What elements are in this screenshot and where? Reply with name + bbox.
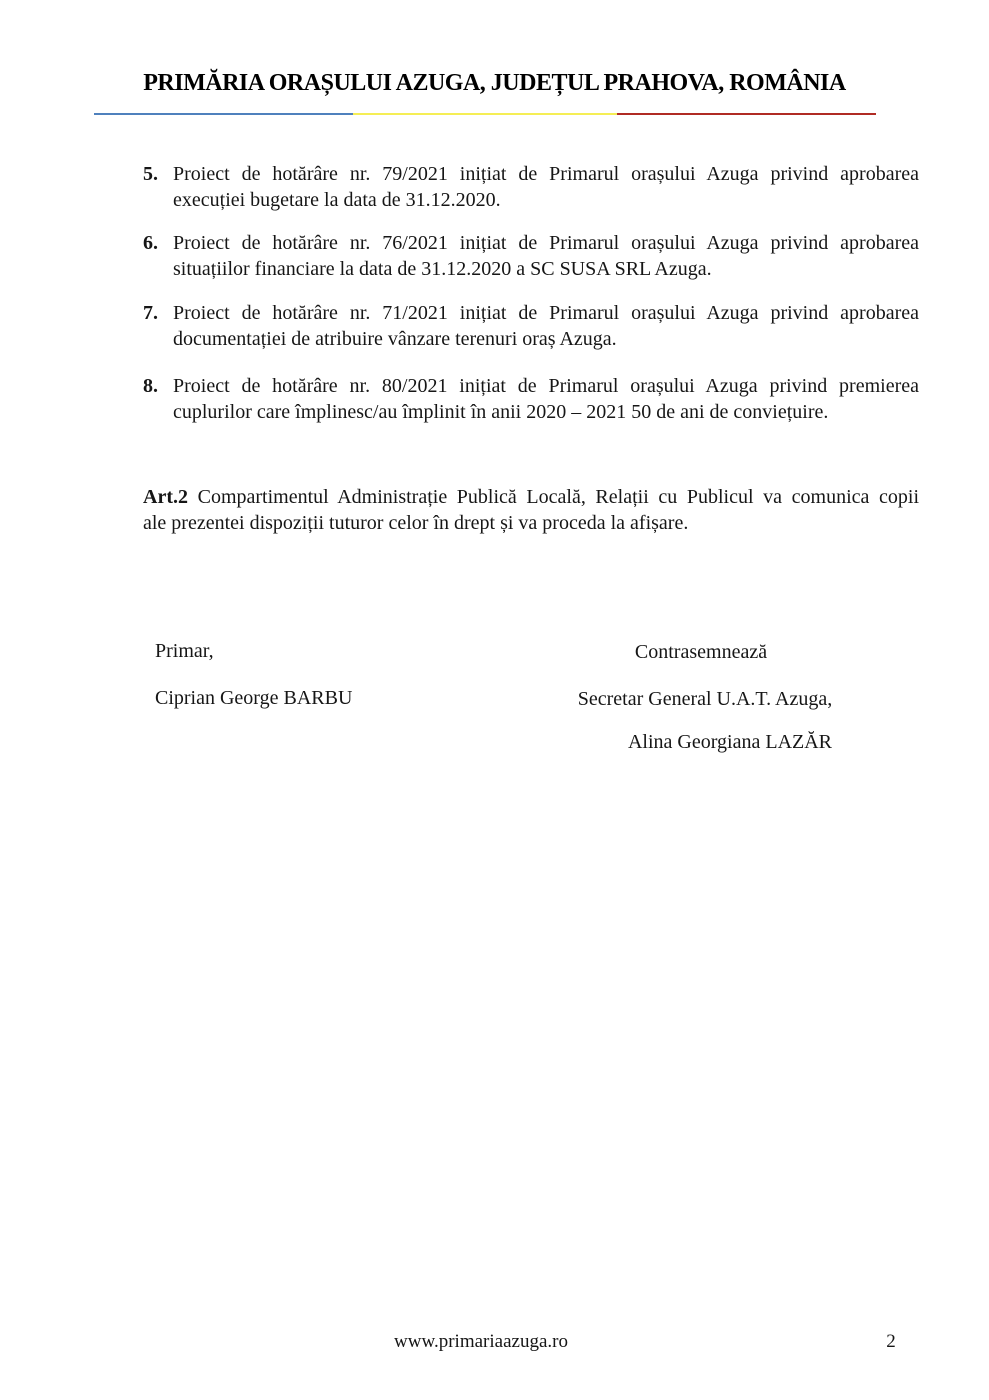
item-line-1: Proiect de hotărâre nr. 80/2021 inițiat de Primarul orașului Azuga privind premierea [173,375,919,397]
item-line-1: Proiect de hotărâre nr. 71/2021 inițiat de Primarul orașului Azuga privind aprobarea [173,302,919,324]
flag-rule [94,113,876,115]
item-number: 8. [143,375,158,397]
article-line-1-text: Compartimentul Administrație Publică Locală, Relații cu Publicul va comunica copii [187,486,919,508]
list-item-7 [143,300,919,352]
item-line-2: situațiilor financiare la data de 31.12.2020 a SC SUSA SRL Azuga. [173,258,712,280]
flag-rule-red-segment [617,113,876,115]
signature-role-primar: Primar, [155,640,214,662]
page-number: 2 [886,1331,896,1352]
article-line-2: ale prezentei dispoziții tuturor celor în drept și va proceda la afișare. [143,512,689,534]
item-line-2: cuplurilor care împlinesc/au împlinit în anii 2020 – 2021 50 de ani de conviețuire. [173,401,829,423]
countersign-heading: Contrasemnează [634,641,768,663]
item-number: 5. [143,163,158,185]
item-line-2: documentației de atribuire vânzare terenuri oraș Azuga. [173,328,617,350]
list-item-6 [143,230,919,282]
item-line-1: Proiect de hotărâre nr. 79/2021 inițiat de Primarul orașului Azuga privind aprobarea [173,163,919,185]
list-item-5 [143,161,919,213]
signature-name-primar: Ciprian George BARBU [155,687,353,709]
article-line-1 [143,484,919,510]
secretary-name: Alina Georgiana LAZĂR [627,731,833,753]
footer-website: www.primariaazuga.ro [394,1331,568,1352]
item-line-1: Proiect de hotărâre nr. 76/2021 inițiat de Primarul orașului Azuga privind aprobarea [173,232,919,254]
item-line-2: execuției bugetare la data de 31.12.2020. [173,189,501,211]
article-2-paragraph [143,484,919,536]
flag-rule-blue-segment [94,113,353,115]
article-label: Art.2 [143,486,188,508]
flag-rule-yellow-segment [353,113,617,115]
item-number: 6. [143,232,158,254]
item-number: 7. [143,302,158,324]
document-title: PRIMĂRIA ORAȘULUI AZUGA, JUDEȚUL PRAHOVA, ROMÂNIA [143,70,846,96]
secretary-role: Secretar General U.A.T. Azuga, [577,688,833,710]
list-item-8 [143,373,919,425]
